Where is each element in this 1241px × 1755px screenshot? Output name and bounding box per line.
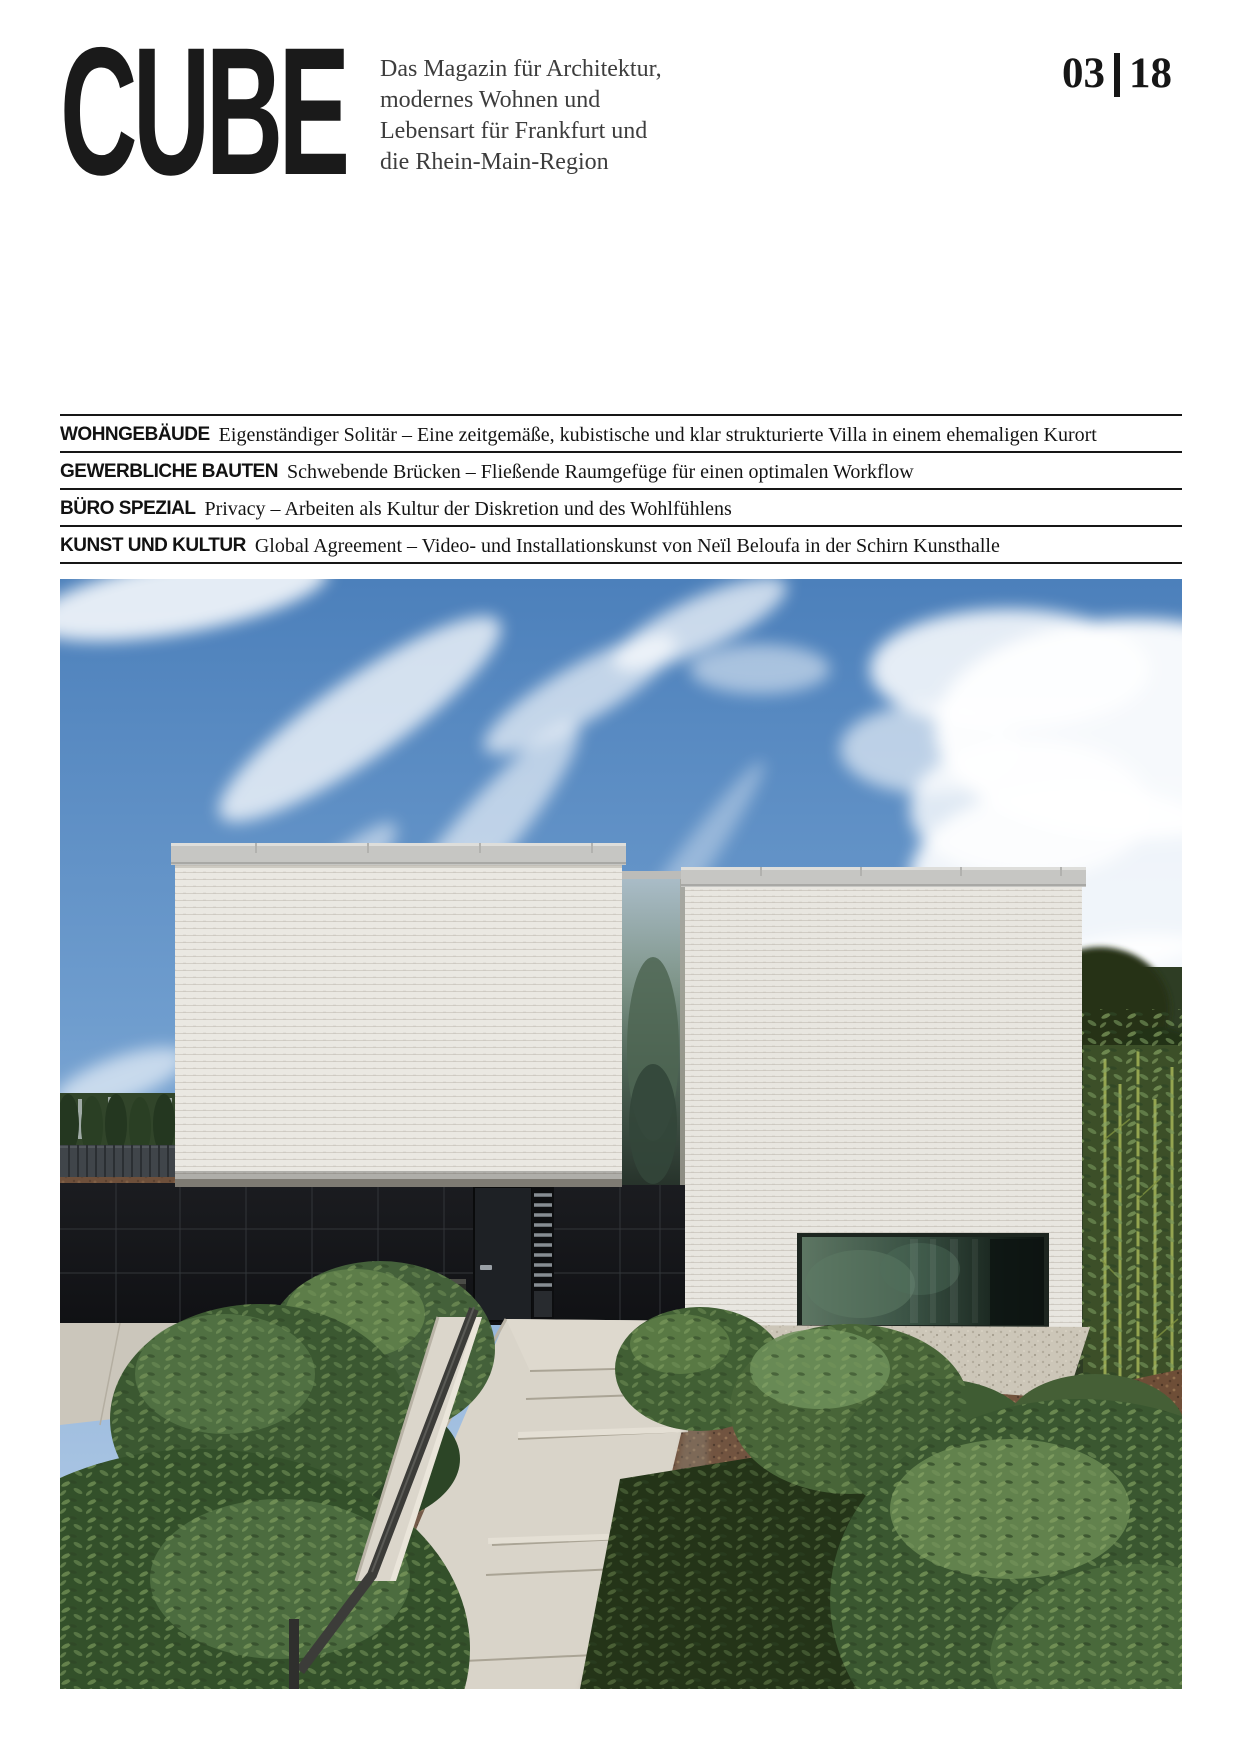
- right-white-volume: [681, 867, 1086, 1333]
- entrance-door: [474, 1187, 532, 1321]
- tagline-line: Lebensart für Frankfurt und: [380, 118, 648, 144]
- table-of-contents: [60, 414, 1182, 564]
- left-white-volume: [171, 843, 626, 1187]
- toc-description: Privacy – Arbeiten als Kultur der Diskretion und des Wohlfühlens: [204, 497, 732, 520]
- toc-row-wohngebaeude: [60, 414, 1182, 451]
- tagline-line: modernes Wohnen und: [380, 87, 601, 113]
- toc-description: Schwebende Brücken – Fließende Raumgefüge für einen optimalen Workflow: [286, 460, 914, 483]
- toc-category: GEWERBLICHE BAUTEN: [60, 460, 278, 482]
- magazine-logo: CUBE: [60, 9, 346, 213]
- tagline-line: die Rhein-Main-Region: [380, 149, 609, 175]
- cover-photo: [60, 579, 1182, 1689]
- issue-year: 18: [1129, 50, 1172, 97]
- issue-separator-bar: [1114, 53, 1120, 97]
- tagline-line: Das Magazin für Architektur,: [380, 56, 662, 82]
- right-roof-cap: [681, 867, 1086, 887]
- entrance-slat-window: [532, 1187, 554, 1321]
- left-roof-cap: [171, 843, 626, 865]
- toc-row-kunst-und-kultur: [60, 525, 1182, 562]
- toc-description: Global Agreement – Video- und Installationskunst von Neïl Beloufa in der Schirn Kunsthalle: [254, 534, 1000, 557]
- glass-entrance-slot: [618, 871, 688, 1185]
- toc-category: KUNST UND KULTUR: [60, 534, 246, 556]
- issue-number: [1062, 52, 1172, 97]
- toc-row-gewerbliche-bauten: [60, 451, 1182, 488]
- toc-row-buero-spezial: [60, 488, 1182, 525]
- handrail-post: [289, 1619, 299, 1689]
- issue-month: 03: [1062, 50, 1105, 97]
- door-handle: [480, 1265, 492, 1270]
- magazine-tagline: [380, 54, 662, 178]
- panorama-window: [797, 1233, 1049, 1329]
- toc-category: BÜRO SPEZIAL: [60, 497, 196, 519]
- toc-category: WOHNGEBÄUDE: [60, 423, 210, 445]
- toc-description: Eigenständiger Solitär – Eine zeitgemäße, kubistische und klar strukturierte Villa in einem ehemaligen Kurort: [218, 423, 1097, 446]
